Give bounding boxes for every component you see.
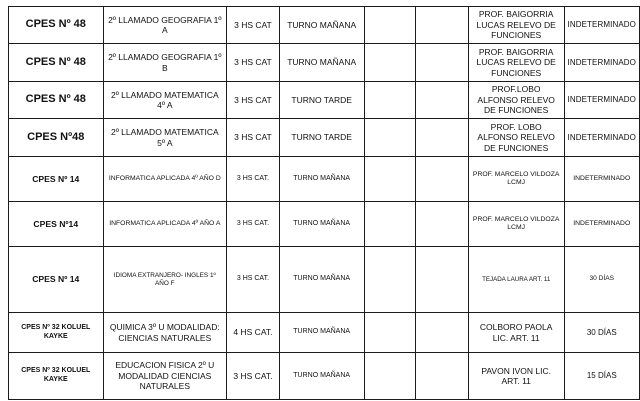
duration-cell: INDETERMINADO <box>564 157 639 202</box>
hours-cell: 3 HS CAT. <box>227 353 280 400</box>
empty-cell <box>416 7 469 44</box>
course-cell: QUIMICA 3º U MODALIDAD: CIENCIAS NATURALES <box>103 313 227 353</box>
duration-cell: INDETERMINADO <box>564 7 639 44</box>
duration-cell: 30 DÍAS <box>564 247 639 313</box>
duration-cell: INDETERMINADO <box>564 202 639 247</box>
assignments-table <box>8 6 640 400</box>
table-row <box>9 44 640 82</box>
empty-cell <box>364 44 416 82</box>
shift-cell: TURNO MAÑANA <box>279 353 364 400</box>
empty-cell <box>416 82 469 119</box>
school-cell: CPES Nº 32 KOLUEL KAYKE <box>9 353 104 400</box>
table-row <box>9 119 640 157</box>
empty-cell <box>416 157 469 202</box>
empty-cell <box>416 44 469 82</box>
teacher-cell: PAVON IVON LIC. ART. 11 <box>468 353 564 400</box>
teacher-cell: TEJADA LAURA ART. 11 <box>468 247 564 313</box>
empty-cell <box>364 119 416 157</box>
empty-cell <box>416 353 469 400</box>
course-cell: INFORMATICA APLICADA 4º AÑO A <box>103 202 227 247</box>
course-cell: 2º LLAMADO GEOGRAFIA 1º A <box>103 7 227 44</box>
school-cell: CPES Nº48 <box>9 119 104 157</box>
empty-cell <box>364 247 416 313</box>
school-cell: CPES Nº 14 <box>9 157 104 202</box>
duration-cell: INDETERMINADO <box>564 119 639 157</box>
teacher-cell: PROF. BAIGORRIA LUCAS RELEVO DE FUNCIONES <box>468 7 564 44</box>
duration-cell: INDETERMINADO <box>564 44 639 82</box>
teacher-cell: PROF.LOBO ALFONSO RELEVO DE FUNCIONES <box>468 82 564 119</box>
shift-cell: TURNO MAÑANA <box>279 313 364 353</box>
table-row <box>9 157 640 202</box>
hours-cell: 3 HS CAT. <box>227 157 280 202</box>
school-cell: CPES Nº 48 <box>9 7 104 44</box>
duration-cell: INDETERMINADO <box>564 82 639 119</box>
empty-cell <box>364 82 416 119</box>
shift-cell: TURNO TARDE <box>279 119 364 157</box>
course-cell: 2º LLAMADO GEOGRAFIA 1º B <box>103 44 227 82</box>
course-cell: EDUCACION FISICA 2º U MODALIDAD CIENCIAS NATURALES <box>103 353 227 400</box>
hours-cell: 3 HS CAT <box>227 7 280 44</box>
duration-cell: 30 DÍAS <box>564 313 639 353</box>
table-row <box>9 82 640 119</box>
hours-cell: 3 HS CAT <box>227 119 280 157</box>
hours-cell: 3 HS CAT <box>227 44 280 82</box>
shift-cell: TURNO MAÑANA <box>279 202 364 247</box>
shift-cell: TURNO TARDE <box>279 82 364 119</box>
teacher-cell: PROF. BAIGORRIA LUCAS RELEVO DE FUNCIONES <box>468 44 564 82</box>
school-cell: CPES Nº 32 KOLUEL KAYKE <box>9 313 104 353</box>
school-cell: CPES Nº 48 <box>9 44 104 82</box>
empty-cell <box>416 247 469 313</box>
empty-cell <box>364 157 416 202</box>
teacher-cell: PROF. LOBO ALFONSO RELEVO DE FUNCIONES <box>468 119 564 157</box>
hours-cell: 3 HS CAT <box>227 82 280 119</box>
teacher-cell: PROF. MARCELO VILDOZA LCMJ <box>468 157 564 202</box>
empty-cell <box>364 313 416 353</box>
shift-cell: TURNO MAÑANA <box>279 44 364 82</box>
empty-cell <box>364 7 416 44</box>
course-cell: IDIOMA EXTRANJERO- INGLES 1º AÑO F <box>103 247 227 313</box>
table-row <box>9 313 640 353</box>
hours-cell: 3 HS CAT. <box>227 247 280 313</box>
shift-cell: TURNO MAÑANA <box>279 247 364 313</box>
empty-cell <box>364 353 416 400</box>
empty-cell <box>416 202 469 247</box>
school-cell: CPES Nº14 <box>9 202 104 247</box>
table-row <box>9 353 640 400</box>
shift-cell: TURNO MAÑANA <box>279 7 364 44</box>
table-row <box>9 247 640 313</box>
teacher-cell: COLBORO PAOLA LIC. ART. 11 <box>468 313 564 353</box>
hours-cell: 4 HS CAT. <box>227 313 280 353</box>
empty-cell <box>364 202 416 247</box>
empty-cell <box>416 119 469 157</box>
teacher-cell: PROF. MARCELO VILDOZA LCMJ <box>468 202 564 247</box>
course-cell: INFORMATICA APLICADA 4º AÑO D <box>103 157 227 202</box>
table-row <box>9 7 640 44</box>
hours-cell: 3 HS CAT. <box>227 202 280 247</box>
course-cell: 2º LLAMADO MATEMATICA 4º A <box>103 82 227 119</box>
table-row <box>9 202 640 247</box>
course-cell: 2º LLAMADO MATEMATICA 5º A <box>103 119 227 157</box>
school-cell: CPES Nº 48 <box>9 82 104 119</box>
empty-cell <box>416 313 469 353</box>
duration-cell: 15 DÍAS <box>564 353 639 400</box>
shift-cell: TURNO MAÑANA <box>279 157 364 202</box>
school-cell: CPES Nº 14 <box>9 247 104 313</box>
